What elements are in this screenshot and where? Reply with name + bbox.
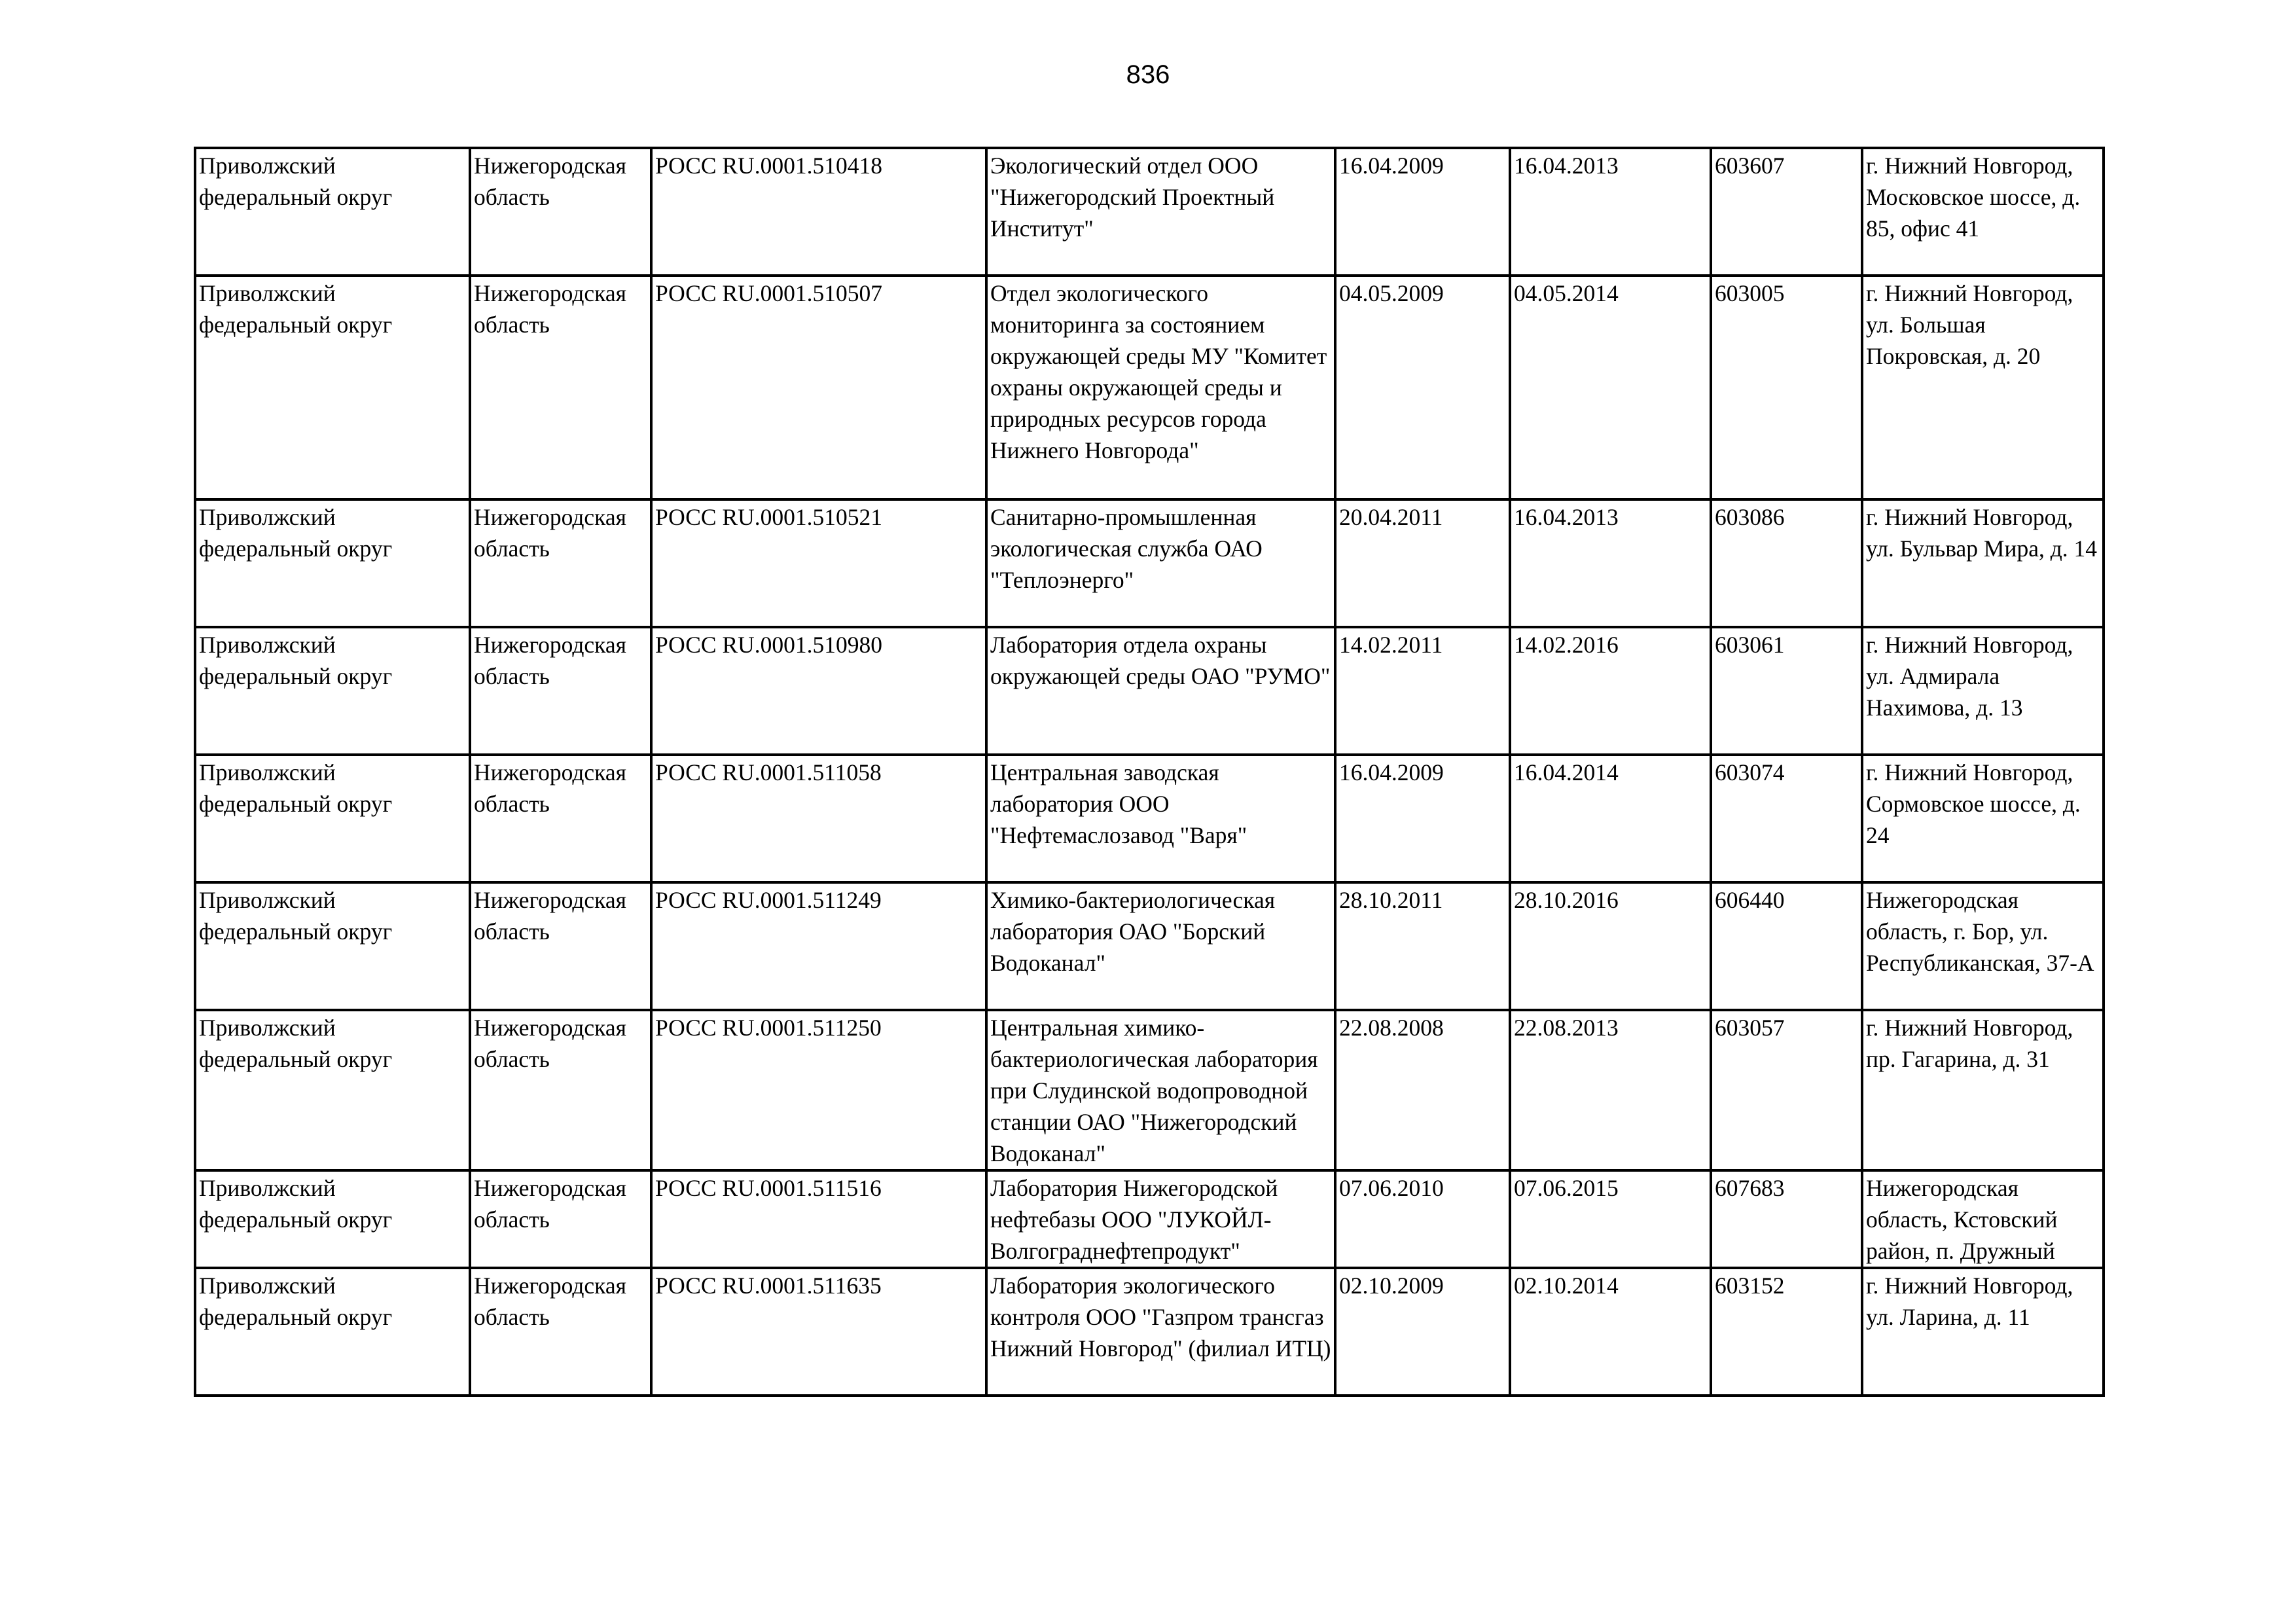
organization-cell: Лаборатория отдела охраны окружающей среды ОАО "РУМО" [986,627,1335,755]
certificate-cell: РОСС RU.0001.511516 [651,1170,986,1268]
postal-index-cell: 603086 [1711,499,1862,627]
organization-cell: Химико-бактериологическая лаборатория ОАО "Борский Водоканал" [986,882,1335,1010]
district-cell: Приволжский федеральный округ [195,627,470,755]
table-row [195,1268,2104,1396]
district-cell: Приволжский федеральный округ [195,1268,470,1396]
organization-cell: Отдел экологического мониторинга за состоянием окружающей среды МУ "Комитет охраны окружающей среды и природных ресурсов города Нижнего Новгорода" [986,276,1335,499]
postal-index-cell: 606440 [1711,882,1862,1010]
district-cell: Приволжский федеральный округ [195,1010,470,1170]
date-from-cell: 16.04.2009 [1335,148,1510,276]
region-cell: Нижегородская область [470,148,651,276]
region-cell: Нижегородская область [470,1010,651,1170]
address-cell: Нижегородская область, Кстовский район, п. Дружный [1862,1170,2104,1268]
table-row [195,276,2104,499]
district-cell: Приволжский федеральный округ [195,276,470,499]
certificate-cell: РОСС RU.0001.511250 [651,1010,986,1170]
address-cell: г. Нижний Новгород, ул. Адмирала Нахимова, д. 13 [1862,627,2104,755]
organization-cell: Лаборатория Нижегородской нефтебазы ООО "ЛУКОЙЛ-Волгограднефтепродукт" [986,1170,1335,1268]
date-to-cell: 02.10.2014 [1510,1268,1711,1396]
address-cell: г. Нижний Новгород, ул. Ларина, д. 11 [1862,1268,2104,1396]
table-row [195,627,2104,755]
postal-index-cell: 603074 [1711,755,1862,882]
date-from-cell: 14.02.2011 [1335,627,1510,755]
organization-cell: Центральная заводская лаборатория ООО "Нефтемаслозавод "Варя" [986,755,1335,882]
region-cell: Нижегородская область [470,882,651,1010]
date-to-cell: 04.05.2014 [1510,276,1711,499]
organization-cell: Экологический отдел ООО "Нижегородский Проектный Институт" [986,148,1335,276]
region-cell: Нижегородская область [470,1170,651,1268]
address-cell: г. Нижний Новгород, ул. Бульвар Мира, д. 14 [1862,499,2104,627]
table-row [195,1010,2104,1170]
date-to-cell: 16.04.2013 [1510,499,1711,627]
certificate-cell: РОСС RU.0001.510418 [651,148,986,276]
date-from-cell: 16.04.2009 [1335,755,1510,882]
certificate-cell: РОСС RU.0001.510980 [651,627,986,755]
certificate-cell: РОСС RU.0001.511058 [651,755,986,882]
date-from-cell: 07.06.2010 [1335,1170,1510,1268]
postal-index-cell: 603152 [1711,1268,1862,1396]
date-to-cell: 14.02.2016 [1510,627,1711,755]
table-row [195,755,2104,882]
table-row [195,499,2104,627]
organization-cell: Лаборатория экологического контроля ООО "Газпром трансгаз Нижний Новгород" (филиал ИТЦ) [986,1268,1335,1396]
table-row [195,1170,2104,1268]
postal-index-cell: 603057 [1711,1010,1862,1170]
organization-cell: Санитарно-промышленная экологическая служба ОАО "Теплоэнерго" [986,499,1335,627]
address-cell: г. Нижний Новгород, Московское шоссе, д. 85, офис 41 [1862,148,2104,276]
region-cell: Нижегородская область [470,499,651,627]
district-cell: Приволжский федеральный округ [195,1170,470,1268]
certificate-cell: РОСС RU.0001.510521 [651,499,986,627]
laboratory-registry-table [194,147,2105,1397]
district-cell: Приволжский федеральный округ [195,755,470,882]
region-cell: Нижегородская область [470,627,651,755]
certificate-cell: РОСС RU.0001.511249 [651,882,986,1010]
date-from-cell: 04.05.2009 [1335,276,1510,499]
postal-index-cell: 603607 [1711,148,1862,276]
certificate-cell: РОСС RU.0001.511635 [651,1268,986,1396]
postal-index-cell: 603005 [1711,276,1862,499]
date-from-cell: 22.08.2008 [1335,1010,1510,1170]
page-number: 836 [1126,60,1170,89]
region-cell: Нижегородская область [470,276,651,499]
date-to-cell: 28.10.2016 [1510,882,1711,1010]
address-cell: г. Нижний Новгород, ул. Большая Покровская, д. 20 [1862,276,2104,499]
region-cell: Нижегородская область [470,755,651,882]
address-cell: г. Нижний Новгород, пр. Гагарина, д. 31 [1862,1010,2104,1170]
region-cell: Нижегородская область [470,1268,651,1396]
table-row [195,882,2104,1010]
certificate-cell: РОСС RU.0001.510507 [651,276,986,499]
date-from-cell: 02.10.2009 [1335,1268,1510,1396]
district-cell: Приволжский федеральный округ [195,499,470,627]
district-cell: Приволжский федеральный округ [195,148,470,276]
date-to-cell: 16.04.2014 [1510,755,1711,882]
date-from-cell: 20.04.2011 [1335,499,1510,627]
postal-index-cell: 607683 [1711,1170,1862,1268]
date-to-cell: 07.06.2015 [1510,1170,1711,1268]
date-to-cell: 16.04.2013 [1510,148,1711,276]
date-to-cell: 22.08.2013 [1510,1010,1711,1170]
organization-cell: Центральная химико-бактериологическая лаборатория при Слудинской водопроводной станции ОАО "Нижегородский Водоканал" [986,1010,1335,1170]
district-cell: Приволжский федеральный округ [195,882,470,1010]
address-cell: г. Нижний Новгород, Сормовское шоссе, д. 24 [1862,755,2104,882]
date-from-cell: 28.10.2011 [1335,882,1510,1010]
address-cell: Нижегородская область, г. Бор, ул. Республиканская, 37-А [1862,882,2104,1010]
postal-index-cell: 603061 [1711,627,1862,755]
table-row [195,148,2104,276]
